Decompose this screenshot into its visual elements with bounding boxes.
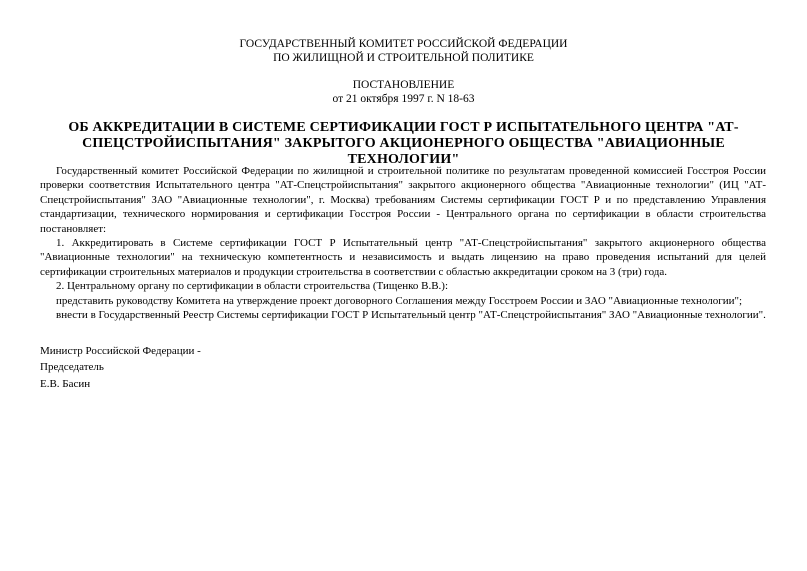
document-date-number: от 21 октября 1997 г. N 18-63 [332,93,475,105]
document-body [40,164,766,322]
agency-header [0,37,807,65]
signatory-title-line2: Председатель [40,361,104,374]
signatory-name: Е.В. Басин [40,377,91,390]
item-1-paragraph: 1. Аккредитировать в Системе сертификации ГОСТ Р Испытательный центр "АТ-Спецстройиспытания" закрытого акционерного общества "Авиационные технологии" на техническую компетентность и независимость и выдать лицензию на право проведения испытаний для целей сертификации строительных материалов и продукции строительства в соответствии с областью аккредитации сроком на 3 (три) года. [40,237,766,278]
signatory-title-line1: Министр Российской Федерации - [40,345,201,357]
item-2b-paragraph: внести в Государственный Реестр Системы сертификации ГОСТ Р Испытательный центр "АТ-Спецстройиспытания" ЗАО "Авиационные технологии". [56,309,766,322]
item-2-paragraph: 2. Центральному органу по сертификации в области строительства (Тищенко В.В.): [56,280,449,293]
document-type: ПОСТАНОВЛЕНИЕ [352,79,455,91]
signature-block [40,344,440,393]
decree-header [0,78,807,106]
preamble-paragraph: Государственный комитет Российской Федерации по жилищной и строительной политике по результатам проведенной комиссией Госстроя России проверки соответствия Испытательного центра "АТ-Спецстройиспытания" закрытого акционерного общества "Авиационные технологии" (ИЦ "АТ-Спецстройиспытания" ЗАО "Авиационные технологии", г. Москва) требованиям Системы сертификации ГОСТ Р и по представлению Управления стандартизации, технического нормирования и сертификации Госстроя России - Центрального органа по сертификации в области строительства постановляет: [40,165,766,235]
item-2a-paragraph: представить руководству Комитета на утверждение проект договорного Соглашения между Госстроем России и ЗАО "Авиационные технологии"; [56,294,743,307]
document-title: ОБ АККРЕДИТАЦИИ В СИСТЕМЕ СЕРТИФИКАЦИИ ГОСТ Р ИСПЫТАТЕЛЬНОГО ЦЕНТРА "АТ-СПЕЦСТРОЙИСПЫТАНИЯ" ЗАКРЫТОГО АКЦИОНЕРНОГО ОБЩЕСТВА "АВИАЦИОННЫЕ ТЕХНОЛОГИИ" [68,120,739,167]
agency-name-line2: ПО ЖИЛИЩНОЙ И СТРОИТЕЛЬНОЙ ПОЛИТИКЕ [273,52,534,64]
agency-name-line1: ГОСУДАРСТВЕННЫЙ КОМИТЕТ РОССИЙСКОЙ ФЕДЕРАЦИИ [239,38,568,50]
